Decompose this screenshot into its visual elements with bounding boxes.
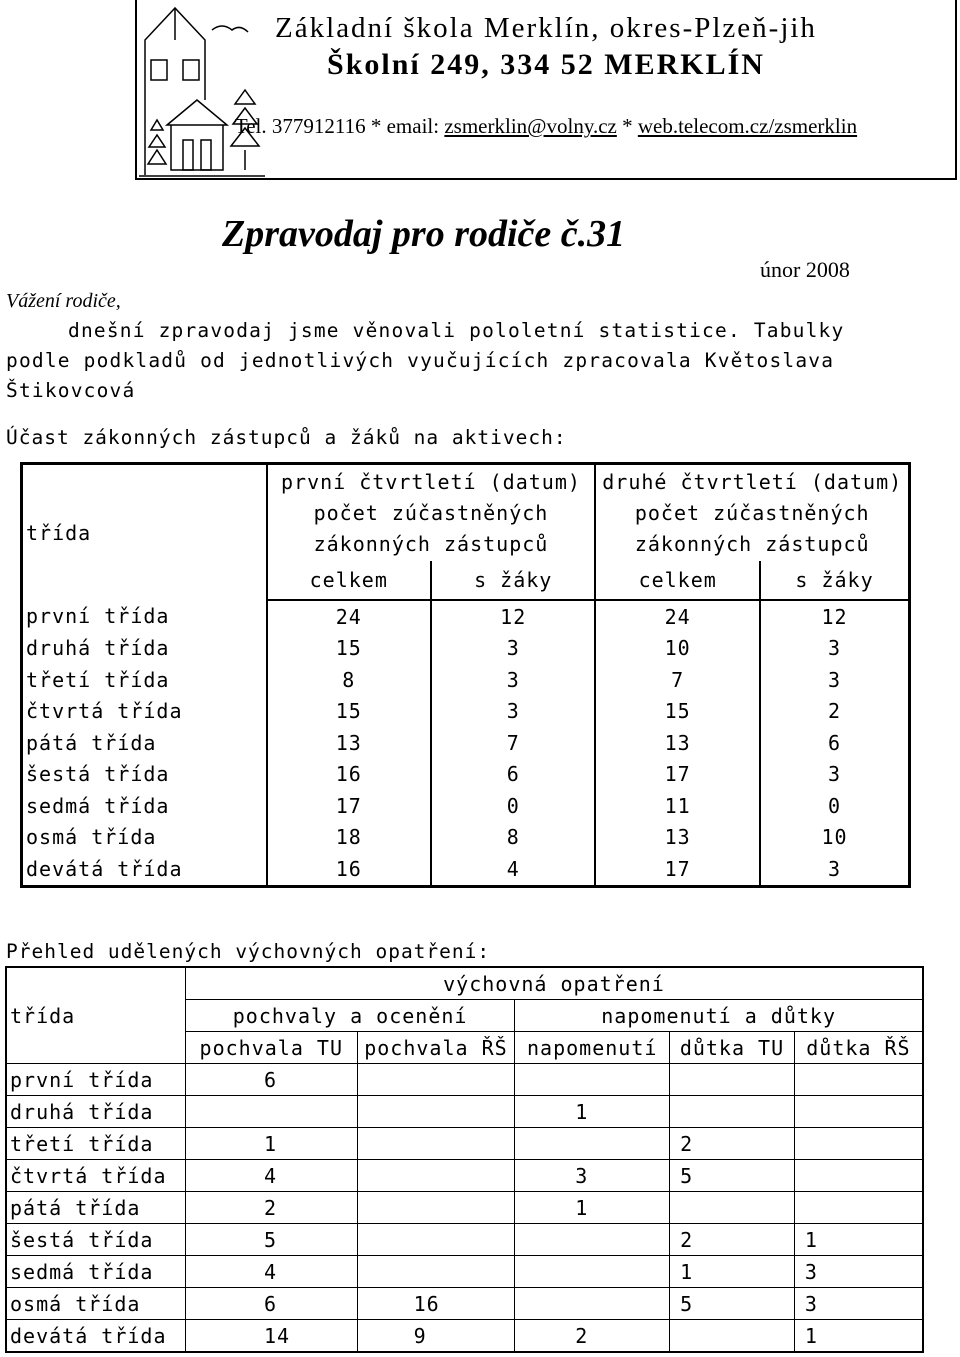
cell-value: 6 [185,1064,357,1096]
cell-value [357,1128,515,1160]
cell-value: 18 [267,822,432,854]
cell-value [515,1224,670,1256]
measures-table [5,966,924,1353]
intro-line: podle podkladů od jednotlivých vyučujících zpracovala Květoslava [6,349,835,372]
q2-pupils-header: s žáky [760,561,910,600]
cell-value [794,1192,923,1224]
attendance-caption: Účast zákonných zástupců a žáků na aktivech: [6,426,567,449]
cell-value: 6 [760,727,910,759]
cell-value: 7 [595,664,760,696]
row-label: šestá třída [6,1224,185,1256]
table-row [6,1096,923,1128]
cell-value: 3 [794,1256,923,1288]
praise-header: pochvaly a ocenění [185,1000,514,1032]
col-reprimand-tu: důtka TU [670,1032,795,1064]
row-label: devátá třída [6,1320,185,1353]
q1-sub1: počet zúčastněných [313,500,549,525]
school-name: Základní škola Merklín, okres-Plzeň-jih [275,12,817,44]
row-label: osmá třída [26,825,157,850]
cell-value: 3 [431,664,595,696]
contact-separator: * [616,114,638,138]
salutation: Vážení rodiče, [6,290,121,312]
cell-value [794,1064,923,1096]
cell-value: 14 [185,1320,357,1353]
cell-value [670,1064,795,1096]
table-row [22,664,910,696]
row-label: druhá třída [6,1096,185,1128]
table-row [22,727,910,759]
cell-value: 4 [185,1160,357,1192]
col-praise-rs: pochvala ŘŠ [357,1032,515,1064]
cell-value [357,1160,515,1192]
table-row [6,1288,923,1320]
measures-caption: Přehled udělených výchovných opatření: [6,940,491,963]
cell-value: 13 [595,822,760,854]
col-warning: napomenutí [515,1032,670,1064]
row-label: šestá třída [26,762,170,787]
table-row [6,1256,923,1288]
row-label: druhá třída [26,636,170,661]
row-label: první třída [6,1064,185,1096]
cell-value: 0 [431,790,595,822]
q1-pupils-header: s žáky [431,561,595,600]
web-link[interactable]: web.telecom.cz/zsmerklin [637,114,858,138]
cell-value: 2 [760,696,910,728]
measures-group-header: výchovná opatření [185,967,923,1000]
cell-value: 1 [794,1320,923,1353]
cell-value: 2 [670,1128,795,1160]
col-reprimand-rs: důtka ŘŠ [794,1032,923,1064]
row-label: devátá třída [26,856,183,881]
cell-value: 2 [515,1320,670,1353]
cell-value: 13 [595,727,760,759]
email-link[interactable]: zsmerklin@volny.cz [444,114,617,138]
q2-sub1: počet zúčastněných [634,500,870,525]
cell-value [794,1096,923,1128]
cell-value: 1 [794,1224,923,1256]
intro-paragraph [6,316,866,406]
cell-value: 5 [670,1160,795,1192]
row-label: sedmá třída [26,793,170,818]
phone-text: Tel. 377912116 * email: [234,114,445,138]
cell-value [515,1128,670,1160]
class-header: třída [26,520,92,545]
cell-value: 3 [794,1288,923,1320]
table-row [6,1320,923,1353]
cell-value: 3 [760,664,910,696]
q1-title: první čtvrtletí (datum) [280,469,581,494]
row-label: třetí třída [26,667,170,692]
cell-value [357,1224,515,1256]
cell-value: 1 [515,1192,670,1224]
cell-value: 5 [670,1288,795,1320]
cell-value: 15 [595,696,760,728]
row-label: čtvrtá třída [26,699,183,724]
cell-value: 15 [267,633,432,665]
q2-header [595,464,909,562]
cell-value: 2 [185,1192,357,1224]
cell-value: 3 [760,853,910,886]
cell-value: 1 [515,1096,670,1128]
table-row [22,633,910,665]
col-praise-tu: pochvala TU [185,1032,357,1064]
cell-value [185,1096,357,1128]
q2-sub2: zákonných zástupců [634,531,870,556]
cell-value: 1 [670,1256,795,1288]
cell-value: 3 [760,759,910,791]
cell-value [357,1192,515,1224]
cell-value [515,1256,670,1288]
cell-value: 15 [267,696,432,728]
letterhead [135,0,957,180]
row-label: první třída [26,604,170,629]
cell-value: 1 [185,1128,357,1160]
cell-value: 17 [267,790,432,822]
cell-value: 3 [515,1160,670,1192]
school-address: Školní 249, 334 52 MERKLÍN [327,48,765,81]
cell-value: 3 [431,633,595,665]
cell-value: 11 [595,790,760,822]
cell-value: 10 [595,633,760,665]
cell-value [515,1064,670,1096]
table-row [22,696,910,728]
table-row [6,1160,923,1192]
cell-value: 12 [760,600,910,633]
row-label: osmá třída [6,1288,185,1320]
cell-value: 9 [357,1320,515,1353]
table-row [22,759,910,791]
row-label: pátá třída [6,1192,185,1224]
q1-header [267,464,596,562]
cell-value [357,1096,515,1128]
cell-value [794,1160,923,1192]
q1-sub2: zákonných zástupců [313,531,549,556]
table-row [22,790,910,822]
cell-value: 0 [760,790,910,822]
cell-value: 24 [267,600,432,633]
cell-value: 6 [431,759,595,791]
cell-value [670,1320,795,1353]
cell-value: 17 [595,759,760,791]
cell-value: 24 [595,600,760,633]
cell-value [515,1288,670,1320]
table-row [6,1128,923,1160]
table-row [22,822,910,854]
contact-line [137,114,955,139]
cell-value: 6 [185,1288,357,1320]
cell-value: 17 [595,853,760,886]
class-header: třída [6,967,185,1064]
cell-value: 3 [431,696,595,728]
reprimand-header: napomenutí a důtky [515,1000,923,1032]
table-row [6,1192,923,1224]
attendance-table [20,462,911,888]
cell-value: 16 [267,853,432,886]
cell-value: 12 [431,600,595,633]
intro-line: Štikovcová [6,379,136,402]
table-row [6,1224,923,1256]
cell-value: 16 [357,1288,515,1320]
q2-total-header: celkem [595,561,760,600]
table-row [6,1064,923,1096]
cell-value [357,1064,515,1096]
cell-value: 2 [670,1224,795,1256]
cell-value: 10 [760,822,910,854]
cell-value: 7 [431,727,595,759]
cell-value: 8 [431,822,595,854]
cell-value: 4 [431,853,595,886]
table-row [22,600,910,633]
cell-value: 4 [185,1256,357,1288]
row-label: pátá třída [26,730,157,755]
row-label: sedmá třída [6,1256,185,1288]
q2-title: druhé čtvrtletí (datum) [602,469,903,494]
row-label: třetí třída [6,1128,185,1160]
q1-total-header: celkem [267,561,432,600]
cell-value [794,1128,923,1160]
cell-value: 3 [760,633,910,665]
cell-value: 16 [267,759,432,791]
intro-line: dnešní zpravodaj jsme věnovali pololetní statistice. Tabulky [68,319,845,342]
cell-value [670,1096,795,1128]
cell-value: 13 [267,727,432,759]
cell-value [670,1192,795,1224]
table-row [22,853,910,886]
row-label: čtvrtá třída [6,1160,185,1192]
issue-date: únor 2008 [760,257,850,282]
cell-value: 5 [185,1224,357,1256]
cell-value: 8 [267,664,432,696]
cell-value [357,1256,515,1288]
newsletter-title: Zpravodaj pro rodiče č.31 [222,213,626,255]
